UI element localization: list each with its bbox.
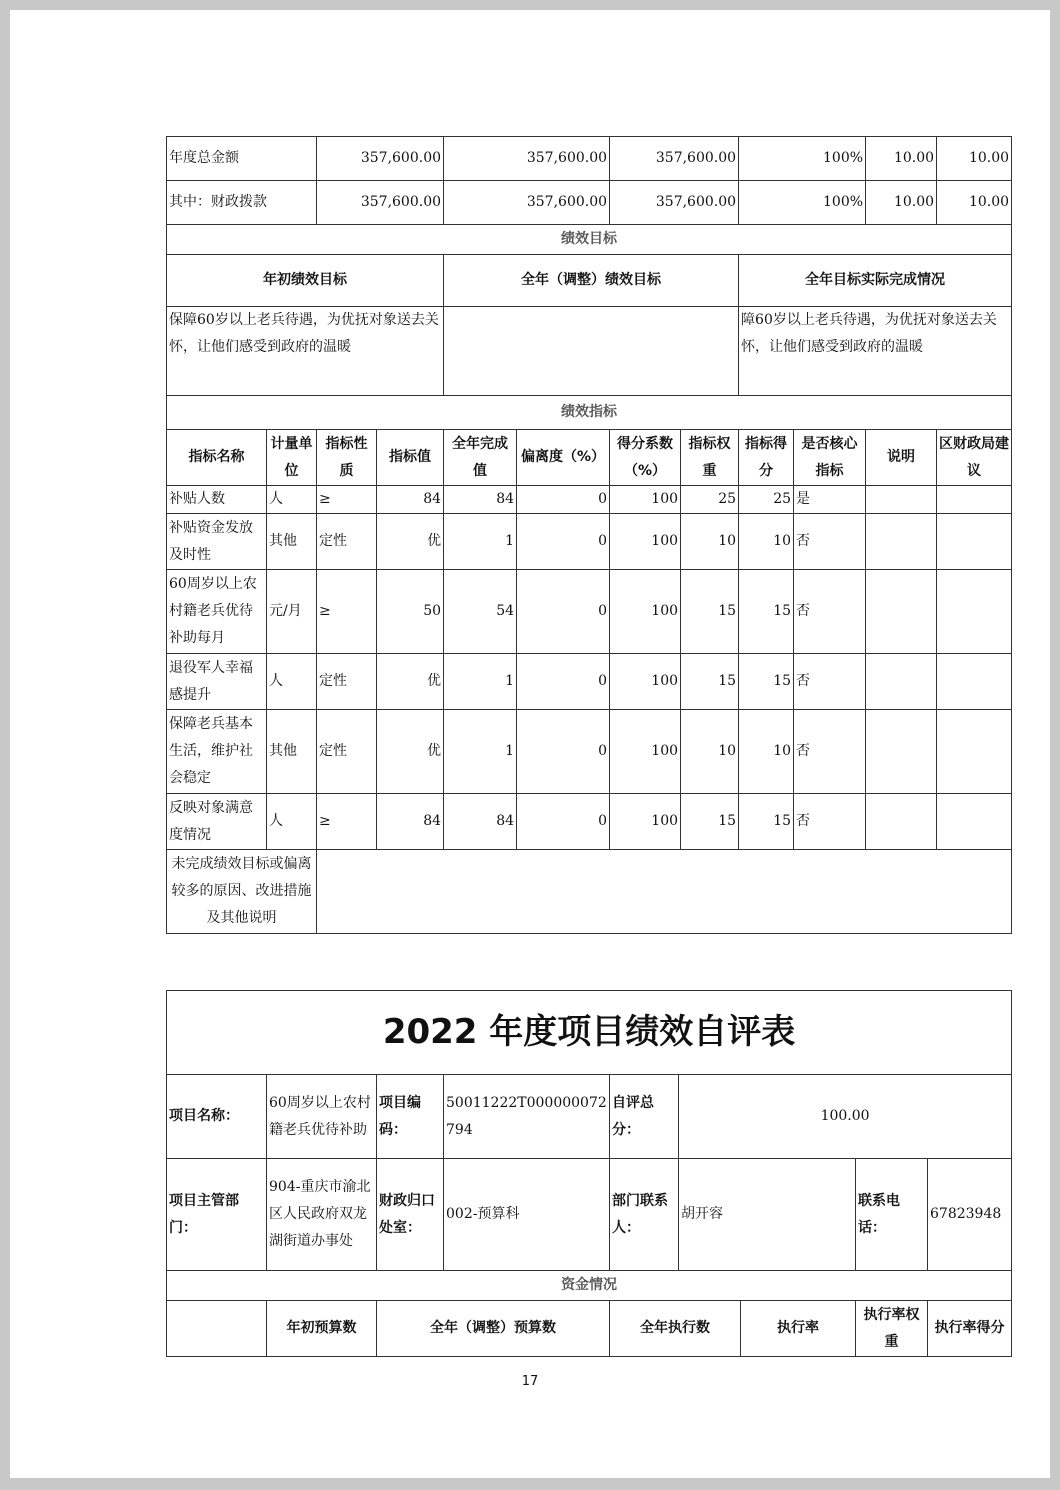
header-cell: 执行率 [741,1301,856,1357]
project-name: 60周岁以上农村籍老兵优待补助 [267,1075,377,1159]
project-name-label: 项目名称： [167,1075,267,1159]
indicator-coef: 100 [610,514,681,570]
budget-executed: 357,600.00 [610,137,739,181]
budget-initial: 357,600.00 [317,181,444,225]
self-evaluation-form [166,990,1012,1357]
indicator-advice [937,794,1012,850]
indicator-coef: 100 [610,710,681,794]
indicator-unit: 其他 [267,710,317,794]
indicator-deviation: 0 [517,654,610,710]
finance-label: 财政归口处室： [377,1159,444,1271]
indicator-nature: 定性 [317,514,377,570]
header-cell: 执行率权重 [856,1301,928,1357]
indicator-actual: 1 [444,710,517,794]
indicator-score: 15 [739,654,794,710]
funds-section-title: 资金情况 [167,1271,1012,1301]
header-cell: 是否核心指标 [794,430,866,486]
indicator-row [167,654,1012,710]
indicator-note [866,486,937,514]
indicator-target: 优 [377,710,444,794]
indicator-name: 退役军人幸福感提升 [167,654,267,710]
header-cell: 区财政局建议 [937,430,1012,486]
budget-adjusted: 357,600.00 [444,181,610,225]
header-cell: 偏离度（%） [517,430,610,486]
indicator-deviation: 0 [517,486,610,514]
budget-initial: 357,600.00 [317,137,444,181]
indicator-unit: 人 [267,654,317,710]
indicator-nature: 定性 [317,654,377,710]
indicator-target: 优 [377,654,444,710]
indicator-coef: 100 [610,486,681,514]
budget-weight: 10.00 [866,181,937,225]
indicator-unit: 其他 [267,514,317,570]
indicator-target: 50 [377,570,444,654]
indicator-row [167,710,1012,794]
indicator-core: 否 [794,514,866,570]
budget-row-total [167,137,1012,181]
goals-col-actual: 全年目标实际完成情况 [739,255,1012,307]
indicator-name: 补贴人数 [167,486,267,514]
project-code-label: 项目编码： [377,1075,444,1159]
header-cell: 指标名称 [167,430,267,486]
note-value [317,850,1012,934]
dept: 904-重庆市渝北区人民政府双龙湖街道办事处 [267,1159,377,1271]
page-number: 17 [521,1374,539,1389]
header-cell: 指标权重 [681,430,739,486]
funds-header-row [167,1301,1012,1357]
indicator-deviation: 0 [517,794,610,850]
header-cell: 指标得分 [739,430,794,486]
indicator-row [167,570,1012,654]
indicator-nature: ≥ [317,794,377,850]
indicator-unit: 人 [267,794,317,850]
indicator-target: 84 [377,794,444,850]
indicator-actual: 54 [444,570,517,654]
header-cell: 计量单位 [267,430,317,486]
indicator-unit: 元/月 [267,570,317,654]
indicator-nature: ≥ [317,486,377,514]
document-page [10,10,1050,1478]
header-cell: 全年完成值 [444,430,517,486]
phone-label: 联系电话： [856,1159,928,1271]
indicator-deviation: 0 [517,710,610,794]
budget-label: 年度总金额 [167,137,317,181]
budget-executed: 357,600.00 [610,181,739,225]
indicator-row [167,794,1012,850]
indicator-note [866,514,937,570]
indicator-row [167,486,1012,514]
indicator-advice [937,654,1012,710]
performance-table [166,136,1012,934]
indicator-score: 25 [739,486,794,514]
indicator-weight: 25 [681,486,739,514]
contact: 胡开容 [679,1159,856,1271]
header-cell: 全年（调整）预算数 [377,1301,610,1357]
indicator-actual: 1 [444,654,517,710]
indicator-score: 10 [739,710,794,794]
header-cell: 全年执行数 [610,1301,741,1357]
indicator-coef: 100 [610,570,681,654]
goals-initial-text: 保障60岁以上老兵待遇，为优抚对象送去关怀，让他们感受到政府的温暖 [167,307,444,396]
goals-actual-text: 障60岁以上老兵待遇，为优抚对象送去关怀，让他们感受到政府的温暖 [739,307,1012,396]
indicator-unit: 人 [267,486,317,514]
indicator-name: 60周岁以上农村籍老兵优待补助每月 [167,570,267,654]
indicator-weight: 10 [681,514,739,570]
indicators-section-title: 绩效指标 [167,396,1012,430]
indicator-score: 10 [739,514,794,570]
indicator-advice [937,570,1012,654]
project-code: 50011222T000000072794 [444,1075,610,1159]
indicator-actual: 1 [444,514,517,570]
indicator-nature: ≥ [317,570,377,654]
budget-weight: 10.00 [866,137,937,181]
indicator-note [866,794,937,850]
indicator-advice [937,710,1012,794]
indicator-name: 补贴资金发放及时性 [167,514,267,570]
budget-rate: 100% [739,181,866,225]
indicators-header-row [167,430,1012,486]
budget-row-fiscal [167,181,1012,225]
indicator-deviation: 0 [517,570,610,654]
indicator-weight: 15 [681,654,739,710]
indicator-weight: 10 [681,710,739,794]
indicator-nature: 定性 [317,710,377,794]
header-cell: 说明 [866,430,937,486]
header-cell: 执行率得分 [928,1301,1012,1357]
budget-label: 其中：财政拨款 [167,181,317,225]
indicator-score: 15 [739,570,794,654]
indicator-core: 否 [794,710,866,794]
indicator-name: 保障老兵基本生活，维护社会稳定 [167,710,267,794]
note-label: 未完成绩效目标或偏离较多的原因、改进措施及其他说明 [167,850,317,934]
header-cell: 指标性质 [317,430,377,486]
indicator-score: 15 [739,794,794,850]
indicator-note [866,654,937,710]
budget-rate: 100% [739,137,866,181]
finance: 002-预算科 [444,1159,610,1271]
budget-score: 10.00 [937,137,1012,181]
goals-adjusted-text [444,307,739,396]
indicator-weight: 15 [681,794,739,850]
indicator-advice [937,486,1012,514]
goals-col-initial: 年初绩效目标 [167,255,444,307]
indicator-name: 反映对象满意度情况 [167,794,267,850]
indicator-note [866,570,937,654]
indicator-coef: 100 [610,794,681,850]
indicator-coef: 100 [610,654,681,710]
indicator-deviation: 0 [517,514,610,570]
dept-label: 项目主管部门： [167,1159,267,1271]
indicator-core: 否 [794,794,866,850]
goals-section-title: 绩效目标 [167,225,1012,255]
header-cell: 年初预算数 [267,1301,377,1357]
indicator-target: 优 [377,514,444,570]
form-title: 2022 年度项目绩效自评表 [167,991,1012,1075]
indicator-actual: 84 [444,486,517,514]
budget-score: 10.00 [937,181,1012,225]
contact-label: 部门联系人： [610,1159,679,1271]
indicator-target: 84 [377,486,444,514]
indicator-actual: 84 [444,794,517,850]
self-score-label: 自评总分： [610,1075,679,1159]
budget-adjusted: 357,600.00 [444,137,610,181]
indicator-note [866,710,937,794]
indicator-advice [937,514,1012,570]
indicator-row [167,514,1012,570]
phone: 67823948 [928,1159,1012,1271]
indicator-core: 是 [794,486,866,514]
header-cell: 指标值 [377,430,444,486]
goals-col-adjusted: 全年（调整）绩效目标 [444,255,739,307]
self-score: 100.00 [679,1075,1012,1159]
indicator-core: 否 [794,654,866,710]
header-cell: 得分系数（%） [610,430,681,486]
indicator-core: 否 [794,570,866,654]
indicator-weight: 15 [681,570,739,654]
header-cell [167,1301,267,1357]
